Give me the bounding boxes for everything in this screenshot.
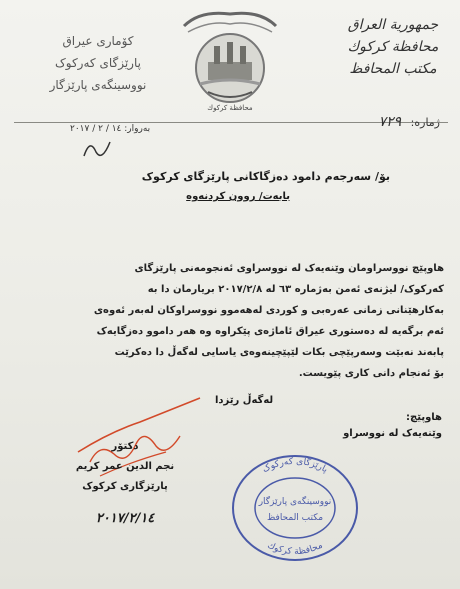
body-line: بۆ ئەنجام دانی کاری پێویست.	[298, 368, 444, 379]
reference-date	[70, 124, 150, 134]
stamp-outer-top: پارێزگای کەرکوک	[260, 456, 330, 476]
header-arabic-line-3: مكتب المحافظ	[349, 61, 437, 77]
stamp-outer-bottom: محافظة كركوك	[265, 540, 325, 558]
header-kurdish-line-2: پارێزگای کەرکوک	[55, 56, 141, 70]
reference-number-value: ٧٢٩	[378, 114, 402, 130]
stamp-inner-1: نووسینگەی پارێزگار	[258, 497, 332, 507]
attachments	[343, 410, 442, 442]
body-line: ئەم برگەیە لە دەستوری عیراق ئاماژەی پێکراوە وە هەر داموو دەزگایەک	[96, 326, 444, 337]
reference-date-label: بەروار:	[124, 124, 151, 134]
signature-block	[60, 437, 190, 529]
stamp-inner-2: مكتب المحافظ	[266, 513, 324, 523]
signature-title: دکتۆر	[111, 441, 139, 452]
signature-date: ٢٠١٧/٢/١٤	[95, 511, 155, 526]
attachments-label: هاوپێچ:	[406, 412, 442, 423]
body-line: هاوپێچ نووسراومان وێنەیەک لە نووسراوی ئەنجومەنی پارێزگای	[134, 263, 444, 274]
letter-body	[19, 258, 444, 384]
header-arabic	[338, 14, 448, 80]
official-stamp	[225, 448, 365, 568]
header-arabic-line-1: جمهورية العراق	[347, 17, 439, 33]
kirkuk-emblem-logo	[170, 6, 290, 114]
reference-number-label: ژمارە:	[410, 116, 440, 129]
closing-regards: لەگەڵ رێزدا	[215, 395, 274, 406]
letter-addressee: بۆ/ سەرجەم دامود دەزگاکانی پارێزگای کرکوک	[141, 170, 390, 183]
header-kurdish	[18, 30, 178, 96]
body-line: پابەند نەبێت وسەرپێچی بکات لێپێچینەوەی یاسایی لەگەڵ دا دەکرێت	[114, 347, 444, 358]
handwritten-mark	[80, 134, 116, 164]
signature-role: پارێزگاری کرکوک	[82, 481, 168, 492]
reference-date-value: ١٤ / ٢ / ٢٠١٧	[70, 124, 122, 134]
body-line: کەرکوک/ لیژنەی ئەمن بەژمارە ٦٣ لە ٢٠١٧/٢/٨ بریارمان دا بە	[147, 284, 444, 295]
header-kurdish-line-3: نووسینگەی پارێزگار	[49, 78, 147, 92]
letter-subject: بابەت/ روون کردنەوە	[186, 191, 290, 202]
reference-number	[379, 114, 440, 130]
header-kurdish-line-1: كۆماری عیراق	[62, 34, 134, 48]
header-arabic-line-2: محافظة كركوك	[347, 39, 439, 55]
attachments-item: وێنەیەک لە نووسراو	[343, 428, 442, 439]
body-line: بەکارهێنانی زمانی عەرەبی و کوردی لەهەموو نووسراوکان لەبەر ئەوەی	[93, 305, 444, 316]
signature-name: نجم الدين عمر كريم	[75, 461, 175, 472]
emblem-caption: محافظة كركوك	[207, 104, 253, 112]
